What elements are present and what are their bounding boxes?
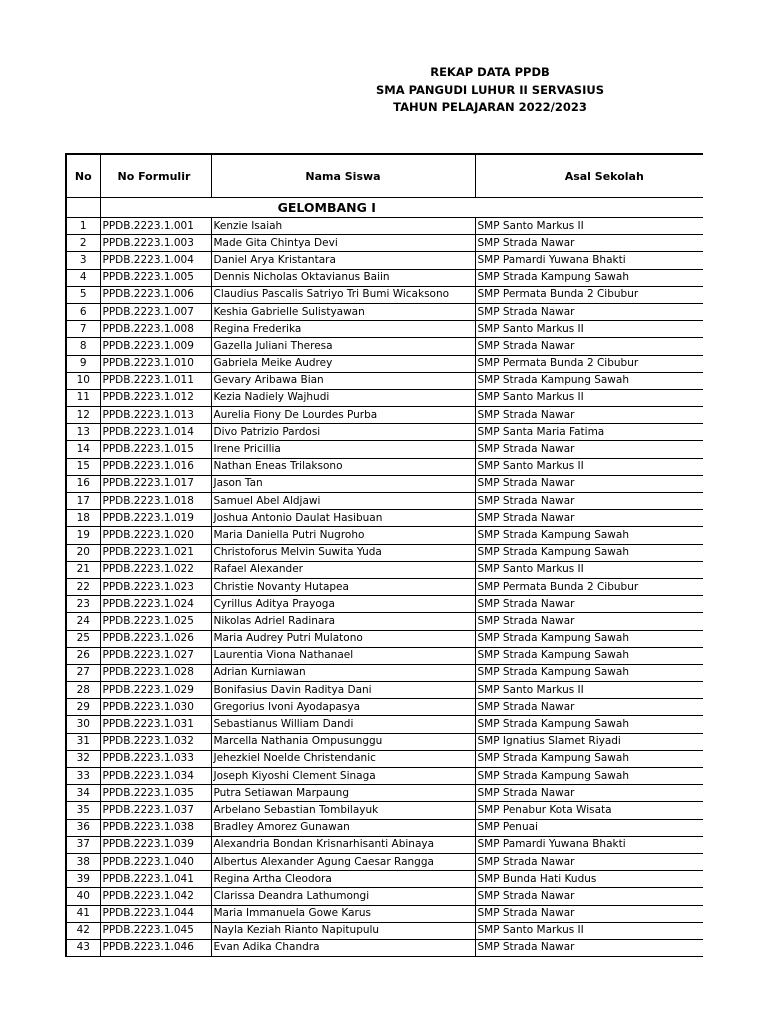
cell-nama-siswa: Samuel Abel Aldjawi <box>211 493 475 510</box>
cell-nama-siswa: Albertus Alexander Agung Caesar Rangga <box>211 853 475 870</box>
table-row <box>66 269 703 286</box>
cell-asal-sekolah: SMP Permata Bunda 2 Cibubur <box>475 355 703 372</box>
table-row <box>66 613 703 630</box>
cell-asal-sekolah: SMP Strada Nawar <box>475 475 703 492</box>
cell-no: 20 <box>66 544 100 561</box>
cell-asal-sekolah: SMP Santo Markus II <box>475 561 703 578</box>
column-header-nama-siswa: Nama Siswa <box>211 154 475 198</box>
cell-no-formulir: PPDB.2223.1.019 <box>100 510 211 527</box>
cell-no-formulir: PPDB.2223.1.013 <box>100 407 211 424</box>
table-row <box>66 716 703 733</box>
group-row-spacer <box>66 198 100 218</box>
cell-nama-siswa: Christie Novanty Hutapea <box>211 578 475 595</box>
cell-asal-sekolah: SMP Permata Bunda 2 Cibubur <box>475 286 703 303</box>
cell-asal-sekolah: SMP Strada Nawar <box>475 407 703 424</box>
cell-no: 10 <box>66 372 100 389</box>
group-row <box>66 198 703 218</box>
cell-nama-siswa: Bradley Amorez Gunawan <box>211 819 475 836</box>
cell-no-formulir: PPDB.2223.1.026 <box>100 630 211 647</box>
column-header-asal-sekolah: Asal Sekolah <box>475 154 703 198</box>
cell-no-formulir: PPDB.2223.1.031 <box>100 716 211 733</box>
table-row <box>66 424 703 441</box>
table-row <box>66 922 703 939</box>
cell-no: 42 <box>66 922 100 939</box>
cell-no: 28 <box>66 682 100 699</box>
cell-nama-siswa: Evan Adika Chandra <box>211 939 475 956</box>
column-header-no: No <box>66 154 100 198</box>
cell-no: 34 <box>66 785 100 802</box>
table-row <box>66 819 703 836</box>
cell-no: 22 <box>66 578 100 595</box>
cell-asal-sekolah: SMP Santo Markus II <box>475 682 703 699</box>
cell-no: 31 <box>66 733 100 750</box>
cell-asal-sekolah: SMP Strada Nawar <box>475 699 703 716</box>
cell-no: 6 <box>66 303 100 320</box>
cell-no-formulir: PPDB.2223.1.035 <box>100 785 211 802</box>
cell-nama-siswa: Nathan Eneas Trilaksono <box>211 458 475 475</box>
cell-no-formulir: PPDB.2223.1.003 <box>100 235 211 252</box>
cell-no: 18 <box>66 510 100 527</box>
cell-no-formulir: PPDB.2223.1.045 <box>100 922 211 939</box>
table-row <box>66 768 703 785</box>
cell-no: 19 <box>66 527 100 544</box>
cell-nama-siswa: Joshua Antonio Daulat Hasibuan <box>211 510 475 527</box>
cell-asal-sekolah: SMP Strada Nawar <box>475 493 703 510</box>
cell-no-formulir: PPDB.2223.1.040 <box>100 853 211 870</box>
cell-asal-sekolah: SMP Strada Kampung Sawah <box>475 527 703 544</box>
cell-nama-siswa: Kezia Nadiely Wajhudi <box>211 389 475 406</box>
cell-nama-siswa: Made Gita Chintya Devi <box>211 235 475 252</box>
cell-no-formulir: PPDB.2223.1.025 <box>100 613 211 630</box>
cell-no: 29 <box>66 699 100 716</box>
cell-no-formulir: PPDB.2223.1.017 <box>100 475 211 492</box>
cell-no: 12 <box>66 407 100 424</box>
cell-no: 43 <box>66 939 100 956</box>
cell-no-formulir: PPDB.2223.1.027 <box>100 647 211 664</box>
cell-nama-siswa: Divo Patrizio Pardosi <box>211 424 475 441</box>
table-row <box>66 218 703 235</box>
table-row <box>66 578 703 595</box>
cell-asal-sekolah: SMP Ignatius Slamet Riyadi <box>475 733 703 750</box>
cell-nama-siswa: Marcella Nathania Ompusunggu <box>211 733 475 750</box>
cell-no: 21 <box>66 561 100 578</box>
cell-no: 38 <box>66 853 100 870</box>
cell-asal-sekolah: SMP Strada Kampung Sawah <box>475 647 703 664</box>
cell-no-formulir: PPDB.2223.1.029 <box>100 682 211 699</box>
cell-nama-siswa: Gazella Juliani Theresa <box>211 338 475 355</box>
cell-nama-siswa: Regina Artha Cleodora <box>211 871 475 888</box>
cell-no-formulir: PPDB.2223.1.022 <box>100 561 211 578</box>
cell-no-formulir: PPDB.2223.1.033 <box>100 750 211 767</box>
academic-year: TAHUN PELAJARAN 2022/2023 <box>393 100 587 114</box>
cell-asal-sekolah: SMP Santo Markus II <box>475 218 703 235</box>
cell-no: 5 <box>66 286 100 303</box>
cell-no: 14 <box>66 441 100 458</box>
cell-asal-sekolah: SMP Penuai <box>475 819 703 836</box>
cell-no: 15 <box>66 458 100 475</box>
cell-asal-sekolah: SMP Permata Bunda 2 Cibubur <box>475 578 703 595</box>
cell-no-formulir: PPDB.2223.1.042 <box>100 888 211 905</box>
cell-nama-siswa: Maria Immanuela Gowe Karus <box>211 905 475 922</box>
cell-asal-sekolah: SMP Strada Kampung Sawah <box>475 269 703 286</box>
table-row <box>66 493 703 510</box>
table-row <box>66 905 703 922</box>
cell-nama-siswa: Gevary Aribawa Bian <box>211 372 475 389</box>
cell-nama-siswa: Dennis Nicholas Oktavianus Baiin <box>211 269 475 286</box>
cell-asal-sekolah: SMP Strada Nawar <box>475 785 703 802</box>
table-row <box>66 286 703 303</box>
cell-nama-siswa: Maria Daniella Putri Nugroho <box>211 527 475 544</box>
cell-nama-siswa: Alexandria Bondan Krisnarhisanti Abinaya <box>211 836 475 853</box>
cell-nama-siswa: Cyrillus Aditya Prayoga <box>211 596 475 613</box>
cell-nama-siswa: Maria Audrey Putri Mulatono <box>211 630 475 647</box>
cell-no: 23 <box>66 596 100 613</box>
cell-no: 8 <box>66 338 100 355</box>
cell-nama-siswa: Claudius Pascalis Satriyo Tri Bumi Wicaksono <box>211 286 475 303</box>
cell-no-formulir: PPDB.2223.1.014 <box>100 424 211 441</box>
cell-no-formulir: PPDB.2223.1.028 <box>100 664 211 681</box>
table-row <box>66 389 703 406</box>
table-row <box>66 561 703 578</box>
table-row <box>66 871 703 888</box>
cell-asal-sekolah: SMP Strada Kampung Sawah <box>475 750 703 767</box>
cell-asal-sekolah: SMP Strada Kampung Sawah <box>475 372 703 389</box>
cell-no-formulir: PPDB.2223.1.018 <box>100 493 211 510</box>
table-row <box>66 630 703 647</box>
cell-nama-siswa: Gabriela Meike Audrey <box>211 355 475 372</box>
cell-asal-sekolah: SMP Santo Markus II <box>475 458 703 475</box>
table-row <box>66 475 703 492</box>
cell-no-formulir: PPDB.2223.1.034 <box>100 768 211 785</box>
cell-nama-siswa: Aurelia Fiony De Lourdes Purba <box>211 407 475 424</box>
cell-nama-siswa: Nayla Keziah Rianto Napitupulu <box>211 922 475 939</box>
cell-no: 30 <box>66 716 100 733</box>
cell-no: 25 <box>66 630 100 647</box>
cell-nama-siswa: Daniel Arya Kristantara <box>211 252 475 269</box>
cell-no-formulir: PPDB.2223.1.030 <box>100 699 211 716</box>
cell-no: 4 <box>66 269 100 286</box>
cell-no: 1 <box>66 218 100 235</box>
table-row <box>66 802 703 819</box>
cell-no: 32 <box>66 750 100 767</box>
cell-asal-sekolah: SMP Strada Kampung Sawah <box>475 664 703 681</box>
table-row <box>66 458 703 475</box>
table-row <box>66 252 703 269</box>
cell-no: 11 <box>66 389 100 406</box>
cell-no: 16 <box>66 475 100 492</box>
cell-asal-sekolah: SMP Strada Nawar <box>475 613 703 630</box>
cell-no-formulir: PPDB.2223.1.001 <box>100 218 211 235</box>
table-row <box>66 527 703 544</box>
cell-no-formulir: PPDB.2223.1.024 <box>100 596 211 613</box>
table-row <box>66 647 703 664</box>
cell-asal-sekolah: SMP Strada Kampung Sawah <box>475 630 703 647</box>
table-row <box>66 596 703 613</box>
table-row <box>66 939 703 956</box>
school-name: SMA PANGUDI LUHUR II SERVASIUS <box>376 82 604 97</box>
cell-nama-siswa: Gregorius Ivoni Ayodapasya <box>211 699 475 716</box>
cell-asal-sekolah: SMP Strada Nawar <box>475 905 703 922</box>
cell-asal-sekolah: SMP Penabur Kota Wisata <box>475 802 703 819</box>
table-row <box>66 303 703 320</box>
cell-no: 41 <box>66 905 100 922</box>
cell-no-formulir: PPDB.2223.1.041 <box>100 871 211 888</box>
cell-no: 2 <box>66 235 100 252</box>
table-row <box>66 785 703 802</box>
cell-no: 37 <box>66 836 100 853</box>
table-row <box>66 321 703 338</box>
cell-nama-siswa: Adrian Kurniawan <box>211 664 475 681</box>
cell-asal-sekolah: SMP Santo Markus II <box>475 321 703 338</box>
cell-nama-siswa: Clarissa Deandra Lathumongi <box>211 888 475 905</box>
cell-no-formulir: PPDB.2223.1.009 <box>100 338 211 355</box>
cell-asal-sekolah: SMP Strada Nawar <box>475 338 703 355</box>
cell-nama-siswa: Laurentia Viona Nathanael <box>211 647 475 664</box>
table-row <box>66 750 703 767</box>
cell-nama-siswa: Kenzie Isaiah <box>211 218 475 235</box>
cell-no: 35 <box>66 802 100 819</box>
table-row <box>66 235 703 252</box>
cell-no-formulir: PPDB.2223.1.038 <box>100 819 211 836</box>
cell-asal-sekolah: SMP Bunda Hati Kudus <box>475 871 703 888</box>
cell-nama-siswa: Jehezkiel Noelde Christendanic <box>211 750 475 767</box>
cell-no-formulir: PPDB.2223.1.020 <box>100 527 211 544</box>
cell-no-formulir: PPDB.2223.1.015 <box>100 441 211 458</box>
table-row <box>66 699 703 716</box>
cell-no-formulir: PPDB.2223.1.023 <box>100 578 211 595</box>
cell-nama-siswa: Christoforus Melvin Suwita Yuda <box>211 544 475 561</box>
registration-table <box>65 153 703 957</box>
cell-no-formulir: PPDB.2223.1.032 <box>100 733 211 750</box>
cell-no-formulir: PPDB.2223.1.037 <box>100 802 211 819</box>
cell-no: 27 <box>66 664 100 681</box>
cell-no: 7 <box>66 321 100 338</box>
table-row <box>66 664 703 681</box>
cell-asal-sekolah: SMP Strada Nawar <box>475 888 703 905</box>
cell-asal-sekolah: SMP Strada Nawar <box>475 441 703 458</box>
cell-no-formulir: PPDB.2223.1.021 <box>100 544 211 561</box>
cell-asal-sekolah: SMP Strada Nawar <box>475 303 703 320</box>
cell-no: 13 <box>66 424 100 441</box>
table-row <box>66 338 703 355</box>
table-row <box>66 836 703 853</box>
cell-no-formulir: PPDB.2223.1.012 <box>100 389 211 406</box>
cell-nama-siswa: Jason Tan <box>211 475 475 492</box>
cell-asal-sekolah: SMP Santa Maria Fatima <box>475 424 703 441</box>
table-row <box>66 544 703 561</box>
cell-nama-siswa: Putra Setiawan Marpaung <box>211 785 475 802</box>
table-row <box>66 407 703 424</box>
cell-nama-siswa: Arbelano Sebastian Tombilayuk <box>211 802 475 819</box>
cell-nama-siswa: Keshia Gabrielle Sulistyawan <box>211 303 475 320</box>
cell-no: 3 <box>66 252 100 269</box>
cell-no-formulir: PPDB.2223.1.010 <box>100 355 211 372</box>
cell-no-formulir: PPDB.2223.1.011 <box>100 372 211 389</box>
cell-no-formulir: PPDB.2223.1.004 <box>100 252 211 269</box>
group-label: GELOMBANG I <box>100 198 703 218</box>
cell-asal-sekolah: SMP Strada Nawar <box>475 510 703 527</box>
cell-no-formulir: PPDB.2223.1.016 <box>100 458 211 475</box>
document-title-block <box>300 64 680 117</box>
table-row <box>66 355 703 372</box>
table-row <box>66 372 703 389</box>
cell-no-formulir: PPDB.2223.1.006 <box>100 286 211 303</box>
cell-no: 36 <box>66 819 100 836</box>
cell-no: 33 <box>66 768 100 785</box>
cell-no-formulir: PPDB.2223.1.044 <box>100 905 211 922</box>
table-row <box>66 853 703 870</box>
cell-no: 17 <box>66 493 100 510</box>
cell-no-formulir: PPDB.2223.1.008 <box>100 321 211 338</box>
cell-nama-siswa: Nikolas Adriel Radinara <box>211 613 475 630</box>
cell-asal-sekolah: SMP Pamardi Yuwana Bhakti <box>475 252 703 269</box>
table-row <box>66 682 703 699</box>
cell-asal-sekolah: SMP Strada Kampung Sawah <box>475 716 703 733</box>
cell-asal-sekolah: SMP Strada Nawar <box>475 853 703 870</box>
cell-asal-sekolah: SMP Santo Markus II <box>475 922 703 939</box>
cell-nama-siswa: Sebastianus William Dandi <box>211 716 475 733</box>
cell-no-formulir: PPDB.2223.1.007 <box>100 303 211 320</box>
cell-no: 39 <box>66 871 100 888</box>
table-row <box>66 888 703 905</box>
document-title: REKAP DATA PPDB <box>430 65 550 79</box>
cell-no-formulir: PPDB.2223.1.039 <box>100 836 211 853</box>
table-row <box>66 510 703 527</box>
table-row <box>66 441 703 458</box>
cell-nama-siswa: Joseph Kiyoshi Clement Sinaga <box>211 768 475 785</box>
cell-asal-sekolah: SMP Strada Nawar <box>475 596 703 613</box>
column-header-no-formulir: No Formulir <box>100 154 211 198</box>
cell-no: 26 <box>66 647 100 664</box>
cell-no: 9 <box>66 355 100 372</box>
cell-nama-siswa: Bonifasius Davin Raditya Dani <box>211 682 475 699</box>
table-row <box>66 733 703 750</box>
cell-nama-siswa: Irene Pricillia <box>211 441 475 458</box>
cell-nama-siswa: Regina Frederika <box>211 321 475 338</box>
cell-asal-sekolah: SMP Strada Kampung Sawah <box>475 544 703 561</box>
cell-no: 40 <box>66 888 100 905</box>
table-header-row <box>66 154 703 198</box>
cell-nama-siswa: Rafael Alexander <box>211 561 475 578</box>
cell-asal-sekolah: SMP Pamardi Yuwana Bhakti <box>475 836 703 853</box>
cell-asal-sekolah: SMP Strada Nawar <box>475 939 703 956</box>
cell-asal-sekolah: SMP Strada Nawar <box>475 235 703 252</box>
cell-asal-sekolah: SMP Santo Markus II <box>475 389 703 406</box>
cell-no: 24 <box>66 613 100 630</box>
cell-no-formulir: PPDB.2223.1.046 <box>100 939 211 956</box>
cell-no-formulir: PPDB.2223.1.005 <box>100 269 211 286</box>
cell-asal-sekolah: SMP Strada Kampung Sawah <box>475 768 703 785</box>
